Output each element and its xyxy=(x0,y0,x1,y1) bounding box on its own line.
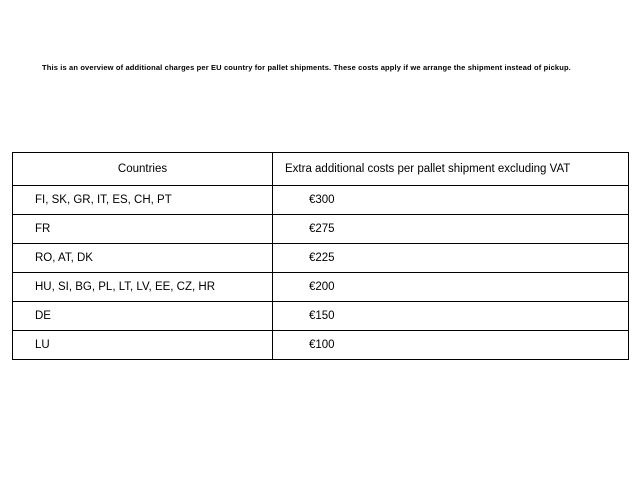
intro-paragraph: This is an overview of additional charges per EU country for pallet shipments. These costs apply if we arrange the shipment instead of pickup. xyxy=(42,63,571,72)
cell-countries: HU, SI, BG, PL, LT, LV, EE, CZ, HR xyxy=(13,273,273,302)
charges-table-container xyxy=(12,152,628,360)
table-row xyxy=(13,331,629,360)
charges-table xyxy=(12,152,629,360)
table-row xyxy=(13,215,629,244)
cell-countries: DE xyxy=(13,302,273,331)
table-row xyxy=(13,273,629,302)
cell-countries: LU xyxy=(13,331,273,360)
cell-countries: RO, AT, DK xyxy=(13,244,273,273)
cell-cost: €100 xyxy=(273,331,629,360)
column-header-countries: Countries xyxy=(13,153,273,186)
cell-countries: FR xyxy=(13,215,273,244)
table-row xyxy=(13,302,629,331)
cell-cost: €225 xyxy=(273,244,629,273)
cell-cost: €275 xyxy=(273,215,629,244)
cell-cost: €200 xyxy=(273,273,629,302)
cell-countries: FI, SK, GR, IT, ES, CH, PT xyxy=(13,186,273,215)
cell-cost: €300 xyxy=(273,186,629,215)
table-header-row xyxy=(13,153,629,186)
table-row xyxy=(13,186,629,215)
table-row xyxy=(13,244,629,273)
column-header-costs: Extra additional costs per pallet shipment excluding VAT xyxy=(273,153,629,186)
cell-cost: €150 xyxy=(273,302,629,331)
